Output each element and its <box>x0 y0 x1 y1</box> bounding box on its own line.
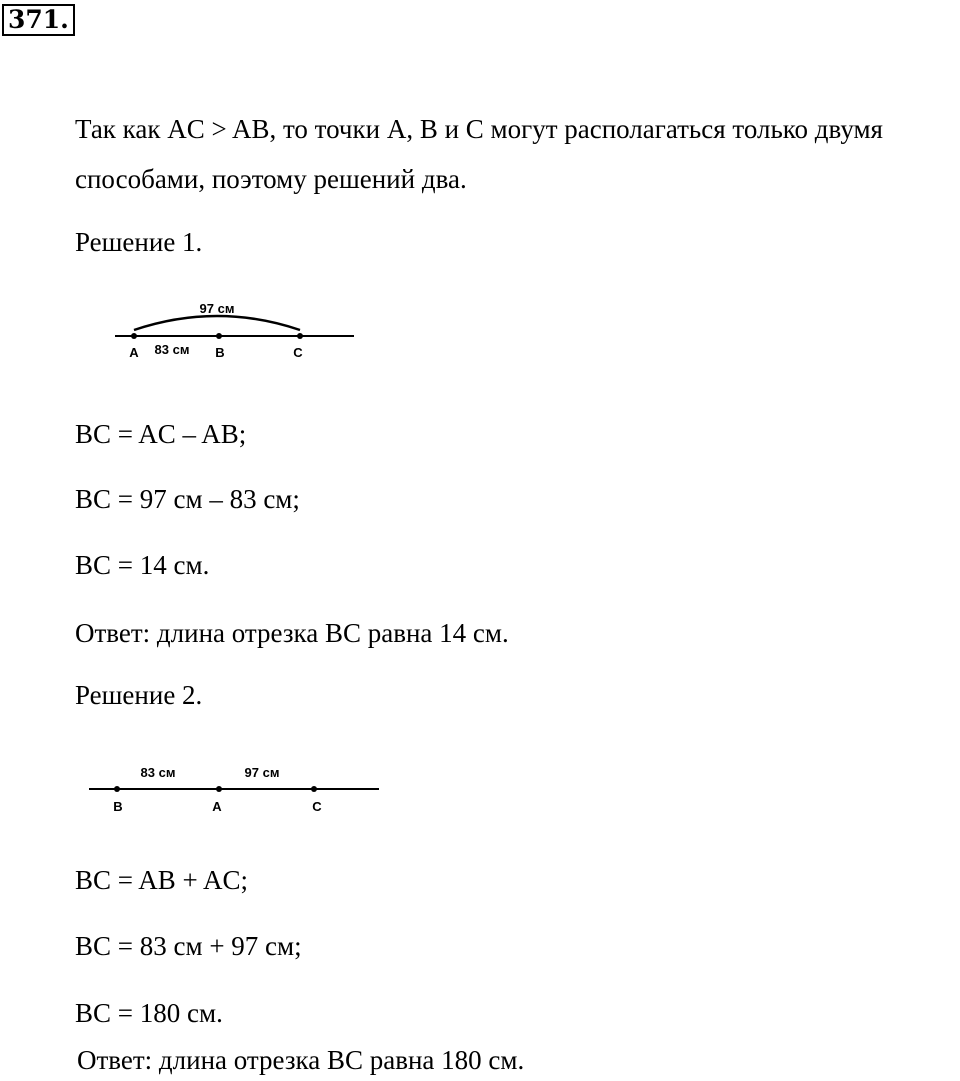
solution-2-heading: Решение 2. <box>75 680 203 710</box>
solution-2-step-2: BC = 83 см + 97 см; <box>75 931 302 961</box>
diagram-2-label-b: B <box>113 799 123 814</box>
solution-1-diagram <box>110 292 370 367</box>
diagram-1-point-b <box>216 333 222 339</box>
solution-1-heading: Решение 1. <box>75 227 203 257</box>
diagram-1-label-b: B <box>215 345 225 360</box>
solution-2-step-3: BC = 180 см. <box>75 998 223 1028</box>
solution-2-step-1: BC = AB + AC; <box>75 865 249 895</box>
diagram-1-label-c: C <box>293 345 303 360</box>
solution-1-step-2: BC = 97 см – 83 см; <box>75 484 300 514</box>
diagram-2-point-b <box>114 786 120 792</box>
solution-1-step-1: BC = AC – AB; <box>75 419 247 449</box>
intro-line-1: Так как AC > AB, то точки A, B и C могут располагаться только двумя <box>75 114 883 144</box>
diagram-2-label-a: A <box>212 799 222 814</box>
diagram-2-left-label: 83 см <box>140 765 176 780</box>
solution-2-answer: Ответ: длина отрезка BC равна 180 см. <box>77 1045 525 1075</box>
diagram-2-right-label: 97 см <box>244 765 280 780</box>
solution-1-step-3: BC = 14 см. <box>75 550 210 580</box>
diagram-2-label-c: C <box>312 799 322 814</box>
diagram-2-point-a <box>216 786 222 792</box>
diagram-1-point-c <box>297 333 303 339</box>
diagram-1-point-a <box>131 333 137 339</box>
diagram-1-arc-label: 97 см <box>199 301 235 316</box>
diagram-1-segment-label: 83 см <box>154 342 190 357</box>
diagram-1-label-a: A <box>129 345 139 360</box>
diagram-2-point-c <box>311 786 317 792</box>
solution-1-answer: Ответ: длина отрезка BC равна 14 см. <box>75 618 509 648</box>
intro-line-2: способами, поэтому решений два. <box>75 164 467 194</box>
problem-number: 371. <box>2 4 75 36</box>
solution-2-diagram <box>85 758 385 818</box>
diagram-1-arc <box>134 316 300 330</box>
